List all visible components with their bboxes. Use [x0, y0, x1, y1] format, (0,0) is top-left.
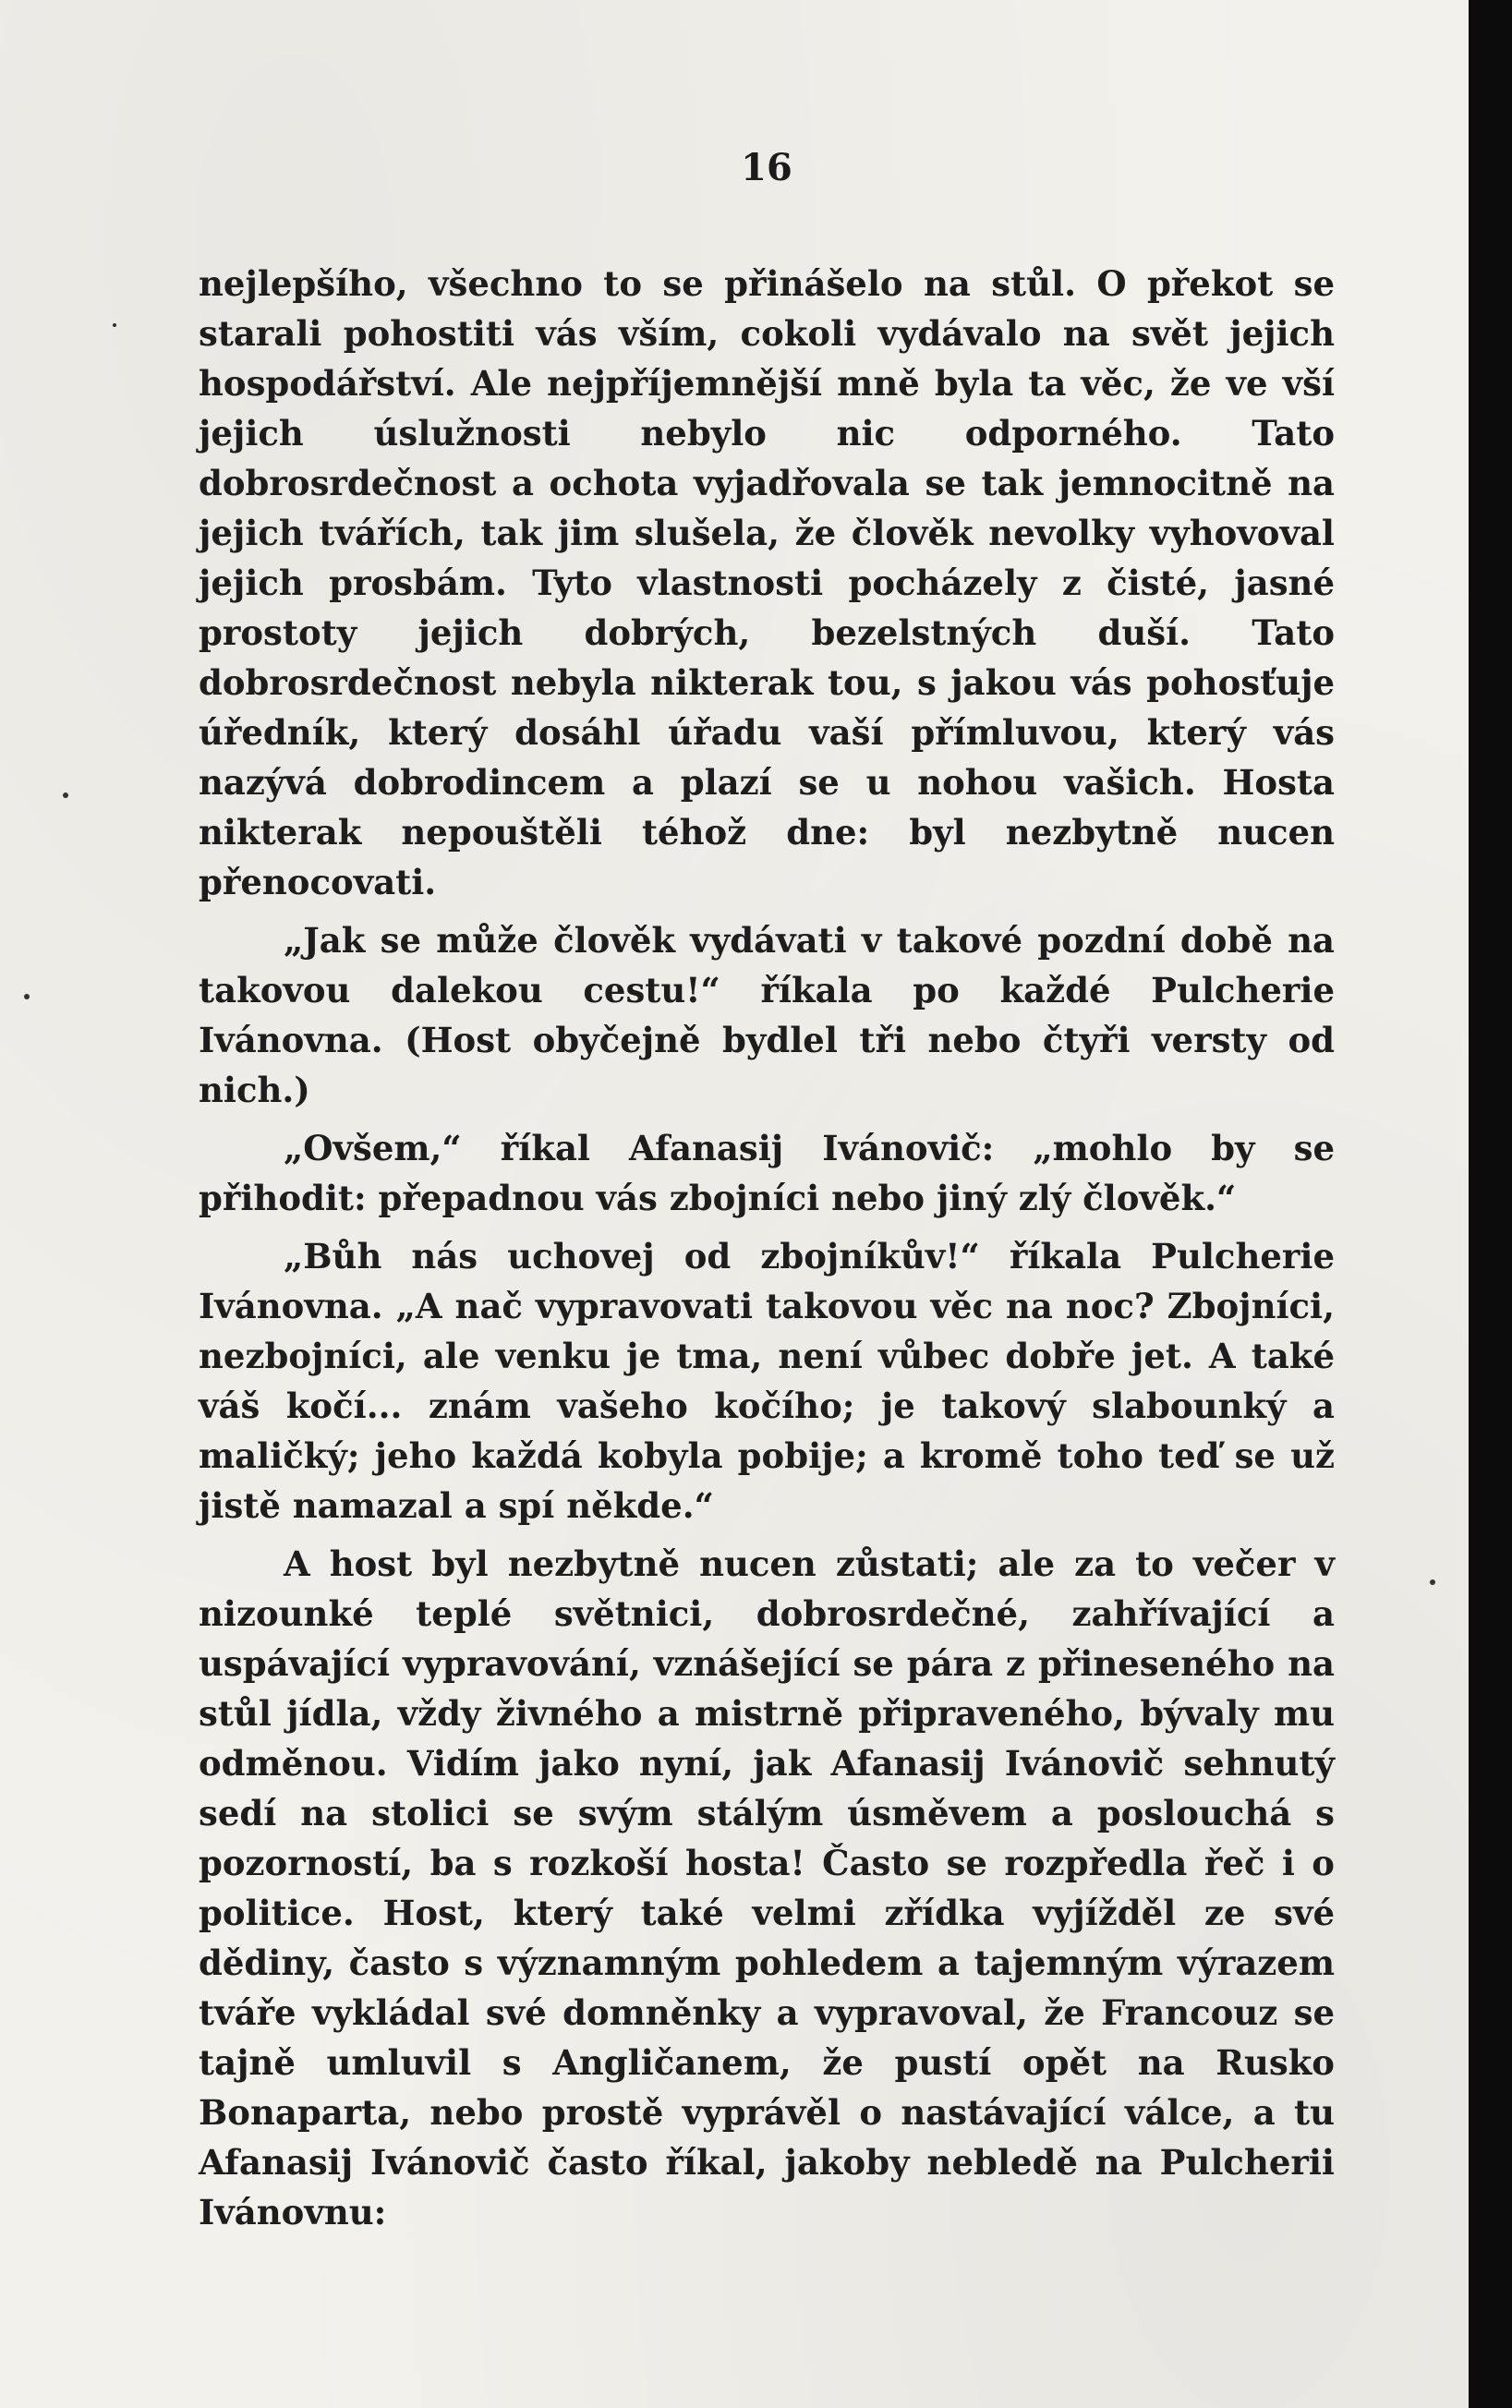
paragraph-2: „Jak se může člověk vydávati v takové pozdní době na takovou dalekou cestu!“ říkala po každé Pulcherie Ivánovna. (Host obyčejně bydlel tři nebo čtyři versty od nich.): [199, 920, 1335, 1110]
paragraph-1: nejlepšího, všechno to se přinášelo na stůl. O překot se starali pohostiti vás vším, cokoli vydávalo na svět jejich hospodářství. Ale nejpříjemnější mně byla ta věc, že ve vší jejich úslužnosti nebylo nic odporného. Tato dobrosrdečnost a ochota vyjadřovala se tak jemnocitně na jejich tvářích, tak jim slušela, že člověk nevolky vyhovoval jejich prosbám. Tyto vlastnosti pocházely z čisté, jasné prostoty jejich dobrých, bezelstných duší. Tato dobrosrdečnost nebyla nikterak tou, s jakou vás pohosťuje úředník, který dosáhl úřadu vaší přímluvou, který vás nazývá dobrodincem a plazí se u nohou vašich. Hosta nikterak nepouštěli téhož dne: byl nezbytně nucen přenocovati.: [199, 263, 1335, 902]
paragraph-3: „Ovšem,“ říkal Afanasij Ivánovič: „mohlo by se přihodit: přepadnou vás zbojníci nebo jiný zlý člověk.“: [199, 1128, 1335, 1218]
paragraph-4: „Bůh nás uchovej od zbojníkův!“ říkala Pulcherie Ivánovna. „A nač vypravovati takovou věc na noc? Zbojníci, nezbojníci, ale venku je tma, není vůbec dobře jet. A také váš kočí... znám vašeho kočího; je takový slabounký a maličký; jeho každá kobyla pobije; a kromě toho teď se už jistě namazal a spí někde.“: [199, 1236, 1335, 1526]
print-speck: [1430, 1579, 1435, 1585]
print-speck: [113, 323, 116, 327]
body-text: [199, 259, 1335, 2245]
paragraph-5: A host byl nezbytně nucen zůstati; ale za to večer v nizounké teplé světnici, dobrosrdečné, zahřívající a uspávající vypravování, vznášející se pára z přineseného na stůl jídla, vždy živného a mistrně připraveného, bývaly mu odměnou. Vidím jako nyní, jak Afanasij Ivánovič sehnutý sedí na stolici se svým stálým úsměvem a poslouchá s pozorností, ba s rozkoší hosta! Často se rozpředla řeč i o politice. Host, který také velmi zřídka vyjížděl ze své dědiny, často s významným pohledem a tajemným výrazem tváře vykládal své domněnky a vypravoval, že Francouz se tajně umluvil s Angličanem, že pustí opět na Rusko Bonaparta, nebo prostě vyprávěl o nastávající válce, a tu Afanasij Ivánovič často říkal, jakoby nebledě na Pulcherii Ivánovnu:: [199, 1543, 1335, 2233]
scan-border: [1469, 0, 1512, 2408]
print-speck: [63, 793, 68, 798]
page-number: 16: [741, 146, 792, 189]
print-speck: [24, 994, 30, 999]
